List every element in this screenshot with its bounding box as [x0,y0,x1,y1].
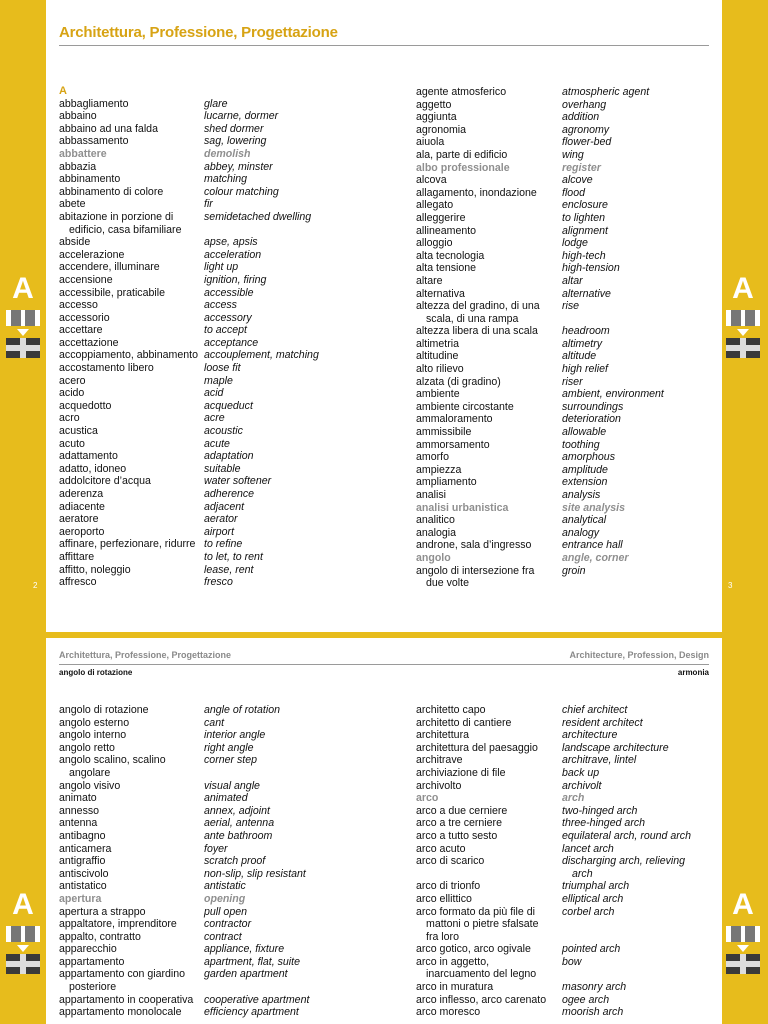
entry-line: high-tech [562,249,606,262]
entry-line: right angle [204,741,254,754]
entry-line: accessible [204,286,254,299]
entry-line [562,577,664,590]
entry-line: lodge [562,237,588,250]
entry-line: angolo interno [59,729,127,742]
italian-flag-icon [6,926,40,942]
column-italian-right [416,86,540,590]
entry-line: antibagno [59,829,106,842]
column-english-right [562,86,664,590]
entry-line: abete [59,198,86,211]
entry-line: appartamento [59,955,125,968]
entry-line: acceptance [204,336,259,349]
entry-line: altitudine [416,350,459,363]
entry-line: aderenza [59,488,104,500]
entry-line: analysis [562,489,601,501]
entry-line: ante bathroom [204,829,273,842]
entry-line: ogee arch [562,993,610,1006]
entry-line: annex, adjoint [204,804,270,817]
section-letter: A [59,85,67,97]
entry-line [204,981,309,994]
entry-line: appaltatore, imprenditore [59,918,177,931]
entry-line: affittare [59,550,95,563]
tab-letter: A [732,888,754,921]
tab-letter: A [12,888,34,921]
entry-line: alternative [562,287,611,300]
entry-line: accettare [59,324,103,337]
entry-line: landscape architecture [562,741,669,754]
entry-line: apertura a strappo [59,905,146,918]
entry-line: masonry arch [562,981,627,994]
entry-line: to accept [204,324,247,337]
column-italian-left [59,704,193,1019]
entry-line: surroundings [562,400,624,413]
entry-line: allegato [416,199,454,212]
entry-line: three-hinged arch [562,817,646,830]
entry-line: back up [562,766,600,779]
entry-line [562,918,691,931]
entry-line: flower-bed [562,136,612,149]
entry-line [204,85,319,98]
entry-line: altitude [562,350,597,363]
entry-line: apparecchio [59,943,117,956]
entry-line: ampiezza [416,463,462,476]
entry-line: light up [204,261,239,274]
entry-line: androne, sala d’ingresso [416,539,532,552]
thumb-tab-right-1 [721,272,765,358]
italian-flag-icon [6,310,40,326]
entry-line: accesso [59,299,98,312]
column-italian-left [59,85,198,589]
entry-line: ammissibile [416,426,472,439]
entry-line: aggetto [416,98,452,111]
entry-line: angolo di rotazione [59,704,149,716]
entry-line: accouplement, matching [204,349,319,362]
entry-line: abbagliamento [59,97,129,110]
entry-line: architetto di cantiere [416,716,512,729]
entry-line: analogia [416,526,457,539]
entry-line: archivolto [416,779,462,792]
entry-line [204,767,309,780]
entry-line: abbinamento [59,173,121,186]
entry-line: appalto, contratto [59,930,141,943]
entry-line: acqueduct [204,399,253,412]
entry-line: accoppiamento, abbinamento [59,349,198,362]
entry-line: alloggio [416,237,453,250]
entry-line: acero [59,374,86,387]
entry-line [562,931,691,944]
arrow-down-icon [17,945,29,952]
entry-line: analytical [562,514,607,527]
entry-line: affinare, perfezionare, ridurre [59,538,196,551]
entry-line: acuto [59,437,85,450]
entry-line: due volte [426,577,469,590]
entry-line: aerial, antenna [204,817,275,830]
entry-line: resident architect [562,716,643,729]
headword-entry: arco [416,792,439,805]
entry-line: anticamera [59,842,112,855]
entry-line: adattamento [59,450,118,463]
entry-line: accendere, illuminare [59,261,160,274]
entry-line: arco gotico, arco ogivale [416,943,531,956]
entry-line: loose fit [204,362,241,375]
entry-line: accessibile, praticabile [59,286,165,299]
entry-line: acceleration [204,248,262,261]
entry-line: garden apartment [204,968,288,981]
entry-line: amplitude [562,463,608,476]
entry-line: appartamento con giardino [59,968,186,981]
entry-line: cooperative apartment [204,993,310,1006]
column-english-left [204,704,309,1019]
entry-line: antenna [59,817,98,830]
entry-line: contractor [204,918,252,931]
uk-flag-icon [726,338,760,358]
entry-line: pull open [204,905,248,918]
entry-line: animated [204,792,248,805]
entry-line: deterioration [562,413,621,426]
entry-line: toothing [562,438,600,451]
entry-line: scala, di una rampa [426,312,519,325]
uk-flag-icon [726,954,760,974]
entry-line: arco di scarico [416,855,485,868]
entry-line [562,313,664,326]
entry-line: antistatic [204,880,246,893]
entry-line: mattoni o pietre sfalsate [426,918,539,931]
entry-line: maple [204,374,233,387]
guide-word-first: angolo di rotazione [59,668,133,677]
entry-line: abbaino ad una falda [59,122,158,135]
entry-line: flood [562,186,585,199]
dictionary-page-1 [46,0,722,632]
headword-entry: abbattere [59,147,107,160]
entry-line: adatto, idoneo [59,462,127,475]
entry-line: arco moresco [416,1006,481,1019]
entry-line: allineamento [416,224,477,237]
entry-line [562,968,691,981]
entry-line: edificio, casa bifamiliare [69,223,182,236]
entry-line: contract [204,930,242,943]
entry-line: ambient, environment [562,388,664,401]
entry-line: apartment, flat, suite [204,955,300,968]
entry-line: adiacente [59,500,105,513]
column-italian-right [416,704,546,1019]
entry-line: animato [59,792,97,805]
entry-line: headroom [562,325,610,338]
entry-line: suitable [204,462,241,475]
entry-line: altimetria [416,337,459,350]
entry-line: discharging arch, relieving [562,855,686,868]
entry-line: arco di trionfo [416,880,481,893]
entry-line: arco ellittico [416,892,472,905]
entry-line: colour matching [204,185,279,198]
entry-line: architecture [562,729,618,742]
entry-line: fir [204,198,213,211]
entry-line: arco in muratura [416,981,494,994]
entry-line: arco a tre cerniere [416,817,502,830]
entry-line: allagamento, inondazione [416,186,537,199]
entry-line: aiuola [416,136,445,149]
entry-line: affitto, noleggio [59,563,131,576]
entry-line: efficiency apartment [204,1006,299,1019]
entry-line: matching [204,173,247,186]
page-number-right: 3 [728,581,733,590]
entry-line: alternativa [416,287,465,300]
entry-line: agronomy [562,123,610,136]
entry-line: bow [562,955,582,968]
entry-line: cant [204,716,225,729]
entry-line: amorfo [416,451,449,464]
italian-flag-icon [726,310,760,326]
entry-line: abitazione in porzione di [59,210,174,223]
entry-line: access [204,299,237,312]
entry-line: altezza del gradino, di una [416,300,540,313]
entry-line: moorish arch [562,1006,624,1019]
entry-line: arch [572,867,593,880]
running-header-right: Architecture, Profession, Design [569,650,709,660]
entry-line: angolo visivo [59,779,121,792]
headword-entry: angolo [416,551,451,564]
entry-line: sag, lowering [204,135,267,148]
entry-line: appliance, fixture [204,943,285,956]
entry-line: lancet arch [562,842,614,855]
entry-line: equilateral arch, round arch [562,829,691,842]
entry-line: overhang [562,98,607,111]
entry-line: riser [562,375,583,388]
entry-line: acquedotto [59,399,112,412]
entry-line: appartamento monolocale [59,1006,182,1019]
entry-line: analisi [416,489,447,501]
entry-line: angolare [69,766,111,779]
entry-line: amorphous [562,451,615,464]
entry-line: adherence [204,488,255,500]
entry-line: altare [416,274,443,287]
entry-line: abbazia [59,160,97,173]
entry-line: addolcitore d’acqua [59,475,151,488]
entry-line [416,868,546,881]
entry-line: abside [59,236,91,249]
entry-line: to lighten [562,211,605,224]
header-divider [59,664,709,665]
entry-line: arco acuto [416,842,466,855]
entry-line: aerator [204,513,238,526]
entry-line: acro [59,412,80,425]
headword-entry: demolish [204,147,251,160]
entry-line: allowable [562,426,607,439]
entry-line: acid [204,387,224,400]
arrow-down-icon [737,945,749,952]
entry-line: alto rilievo [416,363,464,376]
entry-line: scratch proof [204,855,266,868]
tab-letter: A [732,272,754,305]
entry-line: corbel arch [562,905,615,918]
entry-line: accettazione [59,336,119,349]
entry-line: ala, parte di edificio [416,148,508,161]
entry-line: fra loro [426,930,459,943]
entry-line: angolo esterno [59,716,130,729]
entry-line: architrave, lintel [562,754,637,767]
entry-line: agronomia [416,123,467,136]
entry-line: annesso [59,804,100,817]
entry-line: airport [204,525,235,538]
entry-line: shed dormer [204,122,264,135]
entry-line: altar [562,274,583,287]
entry-line: aggiunta [416,111,457,124]
entry-line: affresco [59,576,97,589]
column-english-right [562,704,691,1019]
headword-entry: register [562,161,601,174]
italian-flag-icon [726,926,760,942]
entry-line: to let, to rent [204,550,263,563]
entry-line: alta tensione [416,262,477,275]
entry-line: groin [562,564,586,577]
entry-line: accessory [204,311,252,324]
arrow-down-icon [737,329,749,336]
entry-line: appartamento in cooperativa [59,993,194,1006]
entry-line: architrave [416,754,463,767]
entry-line: ambiente circostante [416,400,514,413]
entry-line: rise [562,300,580,313]
entry-line: archivolt [562,779,602,792]
uk-flag-icon [6,338,40,358]
headword-entry: opening [204,892,246,905]
entry-line: accessorio [59,311,110,324]
entry-line: chief architect [562,704,628,716]
entry-line: two-hinged arch [562,804,638,817]
entry-line: arco formato da più file di [416,905,535,918]
entry-line: acoustic [204,425,243,438]
entry-line: alignment [562,224,608,237]
entry-line: aeratore [59,513,99,526]
entry-line: arco a due cerniere [416,804,508,817]
entry-line: accelerazione [59,248,125,261]
entry-line: semidetached dwelling [204,210,312,223]
headword-entry: albo professionale [416,161,510,174]
guide-word-last: armonia [677,668,709,677]
entry-line: altezza libera di una scala [416,325,538,338]
entry-line: high relief [562,363,608,376]
entry-line: pointed arch [562,943,621,956]
entry-line: triumphal arch [562,880,630,893]
entry-line: foyer [204,842,228,855]
page-number-left: 2 [33,581,38,590]
entry-line: acute [204,437,230,450]
entry-line: corner step [204,754,257,767]
entry-line: archiviazione di file [416,766,506,779]
running-header-left: Architettura, Professione, Progettazione [59,650,232,660]
entry-line: fresco [204,576,233,589]
headword-entry: arch [562,792,585,805]
entry-line: acido [59,387,85,400]
arrow-down-icon [17,329,29,336]
entry-line: abbinamento di colore [59,185,164,198]
thumb-tab-left-1 [1,272,45,358]
entry-line: inarcuamento del legno [426,968,537,981]
entry-line: abbaino [59,110,97,123]
entry-line: ammaloramento [416,413,493,426]
entry-line: accostamento libero [59,362,154,375]
entry-line: agente atmosferico [416,86,507,98]
entry-line: antiscivolo [59,867,109,880]
entry-line: arco a tutto sesto [416,829,498,842]
entry-line: abbey, minster [204,160,273,173]
entry-line: antigraffio [59,855,106,868]
thumb-tab-right-2 [721,888,765,974]
entry-line: addition [562,111,600,124]
entry-line: architettura del paesaggio [416,741,538,754]
entry-line: adjacent [204,500,245,513]
title-divider [59,45,709,46]
entry-line: alcove [562,174,593,187]
entry-line: acustica [59,425,98,438]
thumb-tab-left-2 [1,888,45,974]
entry-line: acre [204,412,225,425]
entry-line: architettura [416,729,469,742]
headword-entry: apertura [59,892,102,905]
entry-line: antistatico [59,880,107,893]
entry-line: angolo retto [59,741,115,754]
entry-line: architetto capo [416,704,486,716]
headword-entry: analisi urbanistica [416,501,509,514]
entry-line: extension [562,476,608,489]
entry-line: visual angle [204,779,260,792]
entry-line: elliptical arch [562,892,624,905]
entry-line: alta tecnologia [416,249,485,262]
uk-flag-icon [6,954,40,974]
entry-line: ambiente [416,388,460,401]
dictionary-page-2 [46,638,722,1024]
entry-line [204,224,319,237]
entry-line: non-slip, slip resistant [204,867,306,880]
entry-line: arco inflesso, arco carenato [416,993,547,1006]
entry-line: to refine [204,538,243,551]
entry-line: ammorsamento [416,438,490,451]
entry-line: alcova [416,174,447,187]
entry-line: accensione [59,273,113,286]
entry-line: angolo di intersezione fra [416,564,535,577]
entry-line: ampliamento [416,476,477,489]
entry-line: aeroporto [59,525,105,538]
entry-line: analogy [562,526,600,539]
entry-line: abbassamento [59,135,129,148]
page-title: Architettura, Professione, Progettazione [59,24,338,41]
entry-line: posteriore [69,981,117,994]
entry-line: wing [562,148,584,161]
entry-line: water softener [204,475,272,488]
entry-line: adaptation [204,450,254,463]
entry-line: ignition, firing [204,273,267,286]
entry-line: enclosure [562,199,608,212]
entry-line: atmospheric agent [562,86,650,98]
entry-line: apse, apsis [204,236,258,249]
entry-line: angle of rotation [204,704,280,716]
entry-line: alzata (di gradino) [416,375,501,388]
headword-entry: angle, corner [562,551,629,564]
tab-letter: A [12,272,34,305]
entry-line: analitico [416,514,455,527]
entry-line: glare [204,97,228,110]
column-english-left [204,85,319,589]
entry-line: lucarne, dormer [204,110,279,123]
entry-line: entrance hall [562,539,623,552]
entry-line: interior angle [204,729,266,742]
entry-line: high-tension [562,262,620,275]
entry-line: arco in aggetto, [416,955,490,968]
entry-line: altimetry [562,337,603,350]
entry-line: lease, rent [204,563,254,576]
entry-line: angolo scalino, scalino [59,754,166,767]
headword-entry: site analysis [562,501,626,514]
entry-line: alleggerire [416,211,466,224]
